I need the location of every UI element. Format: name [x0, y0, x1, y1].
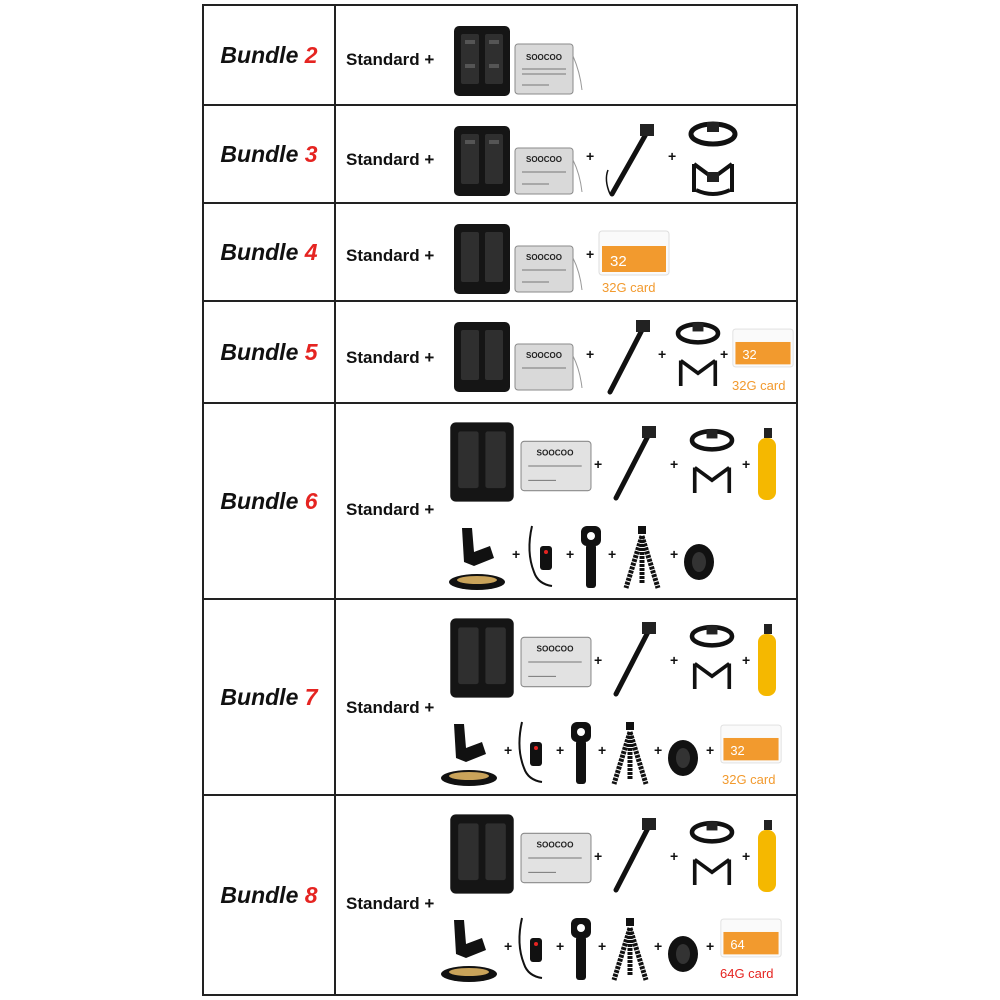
bundle-label-cell	[204, 404, 336, 598]
dual-charger-image	[448, 420, 516, 504]
standard-label: Standard +	[346, 894, 435, 913]
wrist-strap-image	[666, 738, 700, 778]
bundle-title: Bundle 5	[220, 338, 318, 365]
battery-image	[520, 434, 592, 498]
memory-card-32g-image	[720, 722, 782, 766]
selfie-stick-image	[604, 616, 660, 702]
car-charger-image	[514, 718, 554, 788]
suction-cup-mount-image	[436, 718, 502, 788]
memory-card-32g-image	[598, 230, 670, 276]
bundle-table	[202, 4, 798, 996]
bundle-title: Bundle 8	[220, 881, 318, 908]
bundle-row-4	[204, 204, 796, 302]
floating-grip-image	[752, 818, 782, 894]
mini-tripod-image	[620, 524, 664, 592]
bundle-number: 6	[304, 487, 318, 514]
plus-sign: +	[658, 346, 667, 362]
plus-sign: +	[586, 148, 595, 164]
bundle-number: 3	[304, 140, 318, 167]
bundle-row-5	[204, 302, 796, 404]
wrist-strap-image	[666, 934, 700, 974]
memory-card-64g-image	[720, 916, 782, 960]
plus-sign: +	[720, 346, 729, 362]
battery-brand: SOOCOO	[525, 53, 563, 62]
wrench-tool-image	[568, 720, 594, 786]
floating-grip-image	[752, 426, 782, 502]
battery-brand: SOOCOO	[525, 351, 563, 360]
bundle-label-cell	[204, 106, 336, 202]
battery-image	[514, 42, 584, 98]
bundle-contents	[336, 204, 796, 300]
bundle-number: 2	[304, 41, 318, 68]
bundle-number: 4	[304, 238, 318, 265]
bundle-label-cell	[204, 204, 336, 300]
battery-brand: SOOCOO	[536, 644, 574, 654]
dual-charger-image	[452, 124, 512, 198]
head-chest-strap-image	[680, 118, 746, 200]
floating-grip-image	[752, 622, 782, 698]
battery-brand: SOOCOO	[525, 155, 563, 164]
head-chest-strap-image	[682, 616, 742, 702]
battery-brand: SOOCOO	[536, 448, 574, 458]
dual-charger-image	[452, 24, 512, 98]
plus-sign: +	[566, 546, 575, 562]
head-chest-strap-image	[682, 812, 742, 898]
mini-tripod-image	[608, 720, 652, 788]
selfie-stick-image	[598, 316, 654, 398]
plus-sign: +	[586, 346, 595, 362]
bundle-contents	[336, 106, 796, 202]
memory-card-32g-image	[732, 326, 794, 370]
card-capacity: 32	[610, 253, 627, 270]
bundle-contents	[336, 796, 796, 994]
plus-sign: +	[512, 546, 521, 562]
bundle-number: 7	[304, 683, 318, 710]
bundle-number: 5	[304, 338, 318, 365]
bundle-row-3	[204, 106, 796, 204]
bundle-label-cell	[204, 6, 336, 104]
plus-sign: +	[598, 938, 607, 954]
plus-sign: +	[668, 148, 677, 164]
standard-label: Standard +	[346, 500, 435, 519]
card-capacity: 32	[742, 347, 757, 363]
bundle-row-6	[204, 404, 796, 600]
suction-cup-mount-image	[444, 522, 510, 592]
plus-sign: +	[670, 546, 679, 562]
plus-sign: +	[556, 742, 565, 758]
battery-image	[514, 244, 584, 296]
plus-sign: +	[594, 848, 603, 864]
dual-charger-image	[448, 616, 516, 700]
card-caption: 32G card	[602, 280, 656, 295]
plus-sign: +	[586, 246, 595, 262]
battery-image	[514, 342, 584, 394]
wrist-strap-image	[682, 542, 716, 582]
mini-tripod-image	[608, 916, 652, 984]
bundle-title: Bundle 4	[220, 238, 318, 265]
dual-charger-image	[452, 320, 512, 394]
bundle-title: Bundle 3	[220, 140, 318, 167]
plus-sign: +	[654, 938, 663, 954]
card-capacity: 32	[730, 743, 745, 759]
plus-sign: +	[556, 938, 565, 954]
dual-charger-image	[452, 222, 512, 296]
plus-sign: +	[742, 456, 751, 472]
plus-sign: +	[742, 848, 751, 864]
standard-label: Standard +	[346, 246, 435, 265]
plus-sign: +	[670, 652, 679, 668]
bundle-title: Bundle 7	[220, 683, 318, 710]
bundle-label-cell	[204, 796, 336, 994]
plus-sign: +	[594, 456, 603, 472]
bundle-row-2	[204, 6, 796, 106]
head-chest-strap-image	[668, 316, 728, 396]
wrench-tool-image	[578, 524, 604, 590]
bundle-label-cell	[204, 302, 336, 402]
car-charger-image	[524, 522, 564, 592]
bundle-contents	[336, 302, 796, 402]
car-charger-image	[514, 914, 554, 984]
standard-label: Standard +	[346, 698, 435, 717]
plus-sign: +	[706, 742, 715, 758]
bundle-title: Bundle 6	[220, 487, 318, 514]
plus-sign: +	[654, 742, 663, 758]
bundle-row-8	[204, 796, 796, 994]
wrench-tool-image	[568, 916, 594, 982]
plus-sign: +	[594, 652, 603, 668]
bundle-title: Bundle 2	[220, 41, 318, 68]
standard-label: Standard +	[346, 50, 435, 69]
bundle-number: 8	[304, 881, 318, 908]
battery-brand: SOOCOO	[536, 840, 574, 850]
bundle-label-cell	[204, 600, 336, 794]
suction-cup-mount-image	[436, 914, 502, 984]
plus-sign: +	[608, 546, 617, 562]
card-caption: 32G card	[732, 378, 786, 393]
head-chest-strap-image	[682, 420, 742, 506]
bundle-row-7	[204, 600, 796, 796]
card-capacity: 64	[730, 937, 745, 953]
standard-label: Standard +	[346, 348, 435, 367]
bundle-contents	[336, 6, 796, 104]
selfie-stick-image	[604, 812, 660, 898]
plus-sign: +	[670, 456, 679, 472]
battery-image	[520, 630, 592, 694]
card-caption: 64G card	[720, 966, 774, 981]
card-caption: 32G card	[722, 772, 776, 787]
plus-sign: +	[504, 742, 513, 758]
battery-image	[514, 146, 584, 198]
bundle-contents	[336, 404, 796, 598]
selfie-stick-image	[598, 120, 658, 200]
plus-sign: +	[706, 938, 715, 954]
plus-sign: +	[504, 938, 513, 954]
battery-brand: SOOCOO	[525, 253, 563, 262]
bundle-contents	[336, 600, 796, 794]
plus-sign: +	[742, 652, 751, 668]
selfie-stick-image	[604, 420, 660, 506]
plus-sign: +	[670, 848, 679, 864]
standard-label: Standard +	[346, 150, 435, 169]
dual-charger-image	[448, 812, 516, 896]
battery-image	[520, 826, 592, 890]
plus-sign: +	[598, 742, 607, 758]
